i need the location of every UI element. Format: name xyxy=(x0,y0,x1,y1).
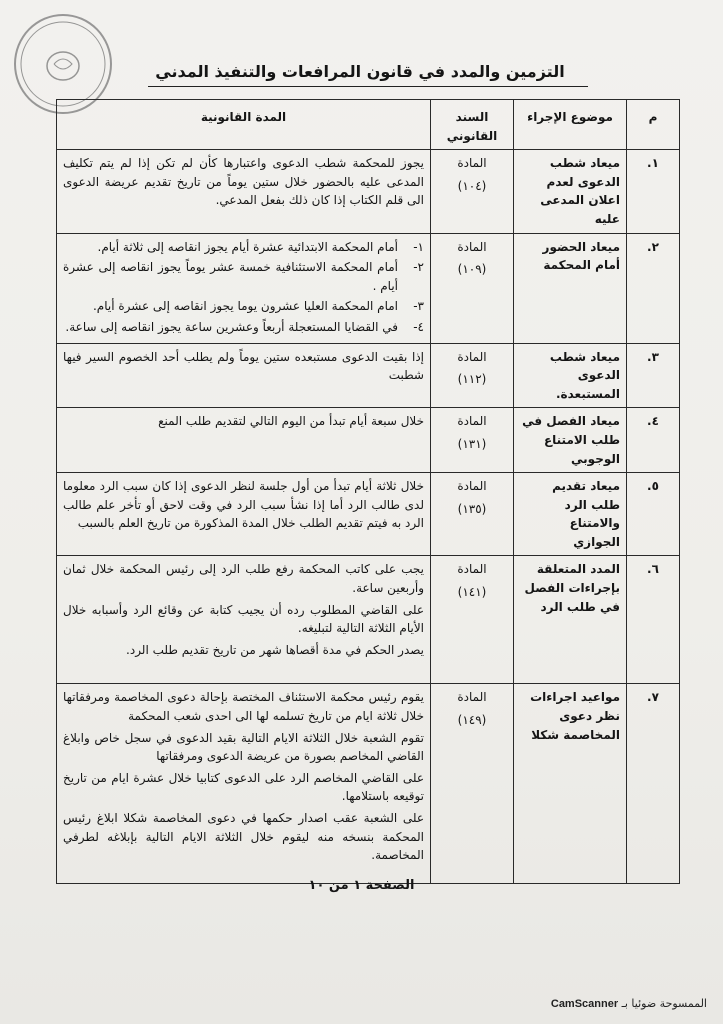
article-label: المادة xyxy=(457,156,487,171)
list-item-text: أمام المحكمة الابتدائية عشرة أيام يجوز انقاصه إلى ثلاثة أيام. xyxy=(97,239,398,254)
row-number: ٢. xyxy=(627,233,680,343)
row-reference xyxy=(431,684,514,884)
row-duration xyxy=(57,343,431,408)
article-number: (١٠٩) xyxy=(457,262,487,277)
row-duration xyxy=(57,473,431,556)
article-number: (١٣١) xyxy=(457,436,487,451)
page-title: التزمين والمدد في قانون المرافعات والتنفيذ المدني xyxy=(155,62,565,81)
row-number: ٣. xyxy=(627,343,680,408)
row-number: ٧. xyxy=(627,684,680,884)
article-label: المادة xyxy=(457,690,487,705)
table-row xyxy=(57,343,680,408)
duration-paragraph: على الشعبة عقب اصدار حكمها في دعوى المخاصمة شكلا ابلاغ رئيس المحكمة بنسخه منه ليقوم خلال الثلاثة الايام التالية بإبلاغه لطرفي المخاصمة. xyxy=(63,811,424,863)
title-underline xyxy=(148,86,588,87)
row-subject: ميعاد الحضور أمام المحكمة xyxy=(514,233,627,343)
duration-list-item xyxy=(63,297,424,316)
duration-paragraph: يجب على كاتب المحكمة رفع طلب الرد إلى رئيس المحكمة خلال ثمان وأربعين ساعة. xyxy=(63,562,424,596)
duration-paragraph: يجوز للمحكمة شطب الدعوى واعتبارها كأن لم تكن إذا لم يتم تكليف المدعى عليه بالحضور خلال ستين يوماً من تاريخ تقديم عريضة الدعوى الى قلم الكتاب إذا كان ذلك بفعل المدعي. xyxy=(63,156,424,208)
duration-list-item xyxy=(63,318,424,337)
list-item-text: امام المحكمة العليا عشرون يوما يجوز انقاصه إلى عشرة أيام. xyxy=(92,299,398,314)
header-num: م xyxy=(627,100,680,150)
table-row xyxy=(57,408,680,473)
scanner-prefix: الممسوحة ضوئيا بـ xyxy=(621,997,707,1010)
row-reference xyxy=(431,233,514,343)
article-number: (١٠٤) xyxy=(457,178,487,193)
row-duration xyxy=(57,233,431,343)
row-reference xyxy=(431,408,514,473)
list-item-number: ٣- xyxy=(413,299,424,314)
row-number: ١. xyxy=(627,150,680,233)
header-duration: المدة القانونية xyxy=(57,100,431,150)
article-number: (١٣٥) xyxy=(457,501,487,516)
article-number: (١٤١) xyxy=(457,585,487,600)
header-subject: موضوع الإجراء xyxy=(514,100,627,150)
scanner-brand: CamScanner xyxy=(550,998,619,1010)
duration-paragraph: على القاضي المطلوب رده أن يجيب كتابة عن وقائع الرد وأسبابه خلال الأيام الثلاثة التالية لتبليغه. xyxy=(63,602,424,636)
header-reference: السند القانوني xyxy=(431,100,514,150)
duration-paragraph: يصدر الحكم في مدة أقصاها شهر من تاريخ تقديم طلب الرد. xyxy=(126,642,424,657)
article-label: المادة xyxy=(457,479,487,494)
article-number: (١١٢) xyxy=(457,372,487,387)
row-duration xyxy=(57,684,431,884)
row-reference xyxy=(431,343,514,408)
list-item-text: في القضايا المستعجلة أربعاً وعشرين ساعة يجوز انقاصه إلى ساعة. xyxy=(65,319,398,334)
list-item-number: ٤- xyxy=(413,319,424,334)
duration-paragraph: إذا بقيت الدعوى مستبعده ستين يوماً ولم يطلب أحد الخصوم السير فيها شطبت xyxy=(63,349,424,383)
table-header-row xyxy=(57,100,680,150)
row-subject: ميعاد تقديم طلب الرد والامتناع الجوازي xyxy=(514,473,627,556)
row-reference xyxy=(431,150,514,233)
scanner-watermark xyxy=(551,997,707,1010)
duration-paragraph: تقوم الشعبة خلال الثلاثة الايام التالية بقيد الدعوى في سجل خاص وابلاغ القاضي المخاصم بصورة من عريضة الدعوى ومرفقاتها xyxy=(63,730,424,764)
list-item-number: ٢- xyxy=(413,260,424,275)
table-row xyxy=(57,150,680,233)
row-subject: المدد المتعلقة بإجراءات الفصل في طلب الرد xyxy=(514,556,627,684)
list-item-number: ١- xyxy=(413,239,424,254)
duration-paragraph: خلال سبعة أيام تبدأ من اليوم التالي لتقديم طلب المنع xyxy=(158,414,424,429)
row-number: ٤. xyxy=(627,408,680,473)
duration-list-item xyxy=(63,258,424,295)
article-label: المادة xyxy=(457,562,487,577)
table-body xyxy=(57,150,680,884)
row-number: ٥. xyxy=(627,473,680,556)
row-number: ٦. xyxy=(627,556,680,684)
duration-list-item xyxy=(63,238,424,257)
article-number: (١٤٩) xyxy=(457,713,487,728)
row-subject: ميعاد شطب الدعوى لعدم اعلان المدعى عليه xyxy=(514,150,627,233)
row-subject: ميعاد شطب الدعوى المستبعدة. xyxy=(514,343,627,408)
article-label: المادة xyxy=(457,239,487,254)
row-duration xyxy=(57,150,431,233)
row-duration xyxy=(57,408,431,473)
durations-table xyxy=(56,99,680,884)
row-reference xyxy=(431,473,514,556)
table-row xyxy=(57,556,680,684)
table-row xyxy=(57,684,680,884)
page-number: الصفحة ١ من ١٠ xyxy=(308,878,415,893)
article-label: المادة xyxy=(457,414,487,429)
row-reference xyxy=(431,556,514,684)
duration-paragraph: يقوم رئيس محكمة الاستئناف المختصة بإحالة دعوى المخاصمة ومرفقاتها خلال ثلاثة ايام من تاريخ تسلمه لها الى احدى شعب المحكمة xyxy=(63,690,424,724)
row-subject: ميعاد الفصل في طلب الامتناع الوجوبي xyxy=(514,408,627,473)
table-row xyxy=(57,473,680,556)
row-subject: مواعيد اجراءات نظر دعوى المخاصمة شكلا xyxy=(514,684,627,884)
table-row xyxy=(57,233,680,343)
article-label: المادة xyxy=(457,349,487,364)
duration-paragraph: على القاضي المخاصم الرد على الدعوى كتابيا خلال عشرة ايام من تاريخ توقيعه باستلامها. xyxy=(63,770,424,804)
row-duration xyxy=(57,556,431,684)
list-item-text: أمام المحكمة الاستئنافية خمسة عشر يوماً يجوز انقاصه إلى عشرة أيام . xyxy=(63,260,398,293)
duration-paragraph: خلال ثلاثة أيام تبدأ من أول جلسة لنظر الدعوى إذا كان سبب الرد معلوما لدى طالب الرد أما إذا نشأ سبب الرد في وقت لاحق أو تأخر علم طالب الرد به فيتم تقديم الطلب خلال المدة المذكورة من تاريخ العلم بالسبب xyxy=(63,479,424,531)
